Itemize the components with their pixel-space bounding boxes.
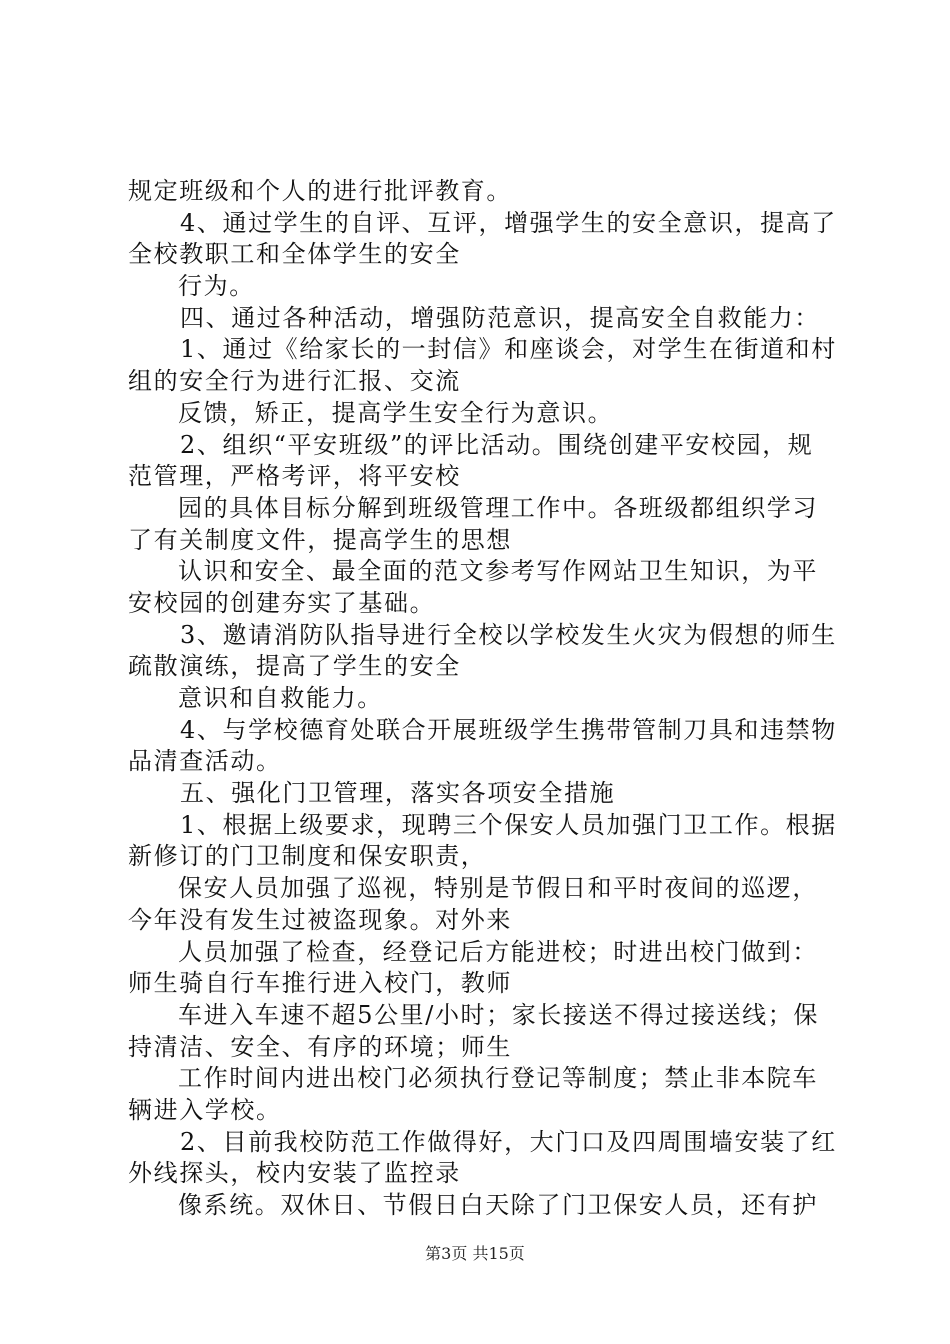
text-line: 保安人员加强了巡视，特别是节假日和平时夜间的巡逻，: [178, 874, 818, 903]
text-line: 2、目前我校防范工作做得好，大门口及四周围墙安装了红: [180, 1127, 837, 1156]
text-line: 1、通过《给家长的一封信》和座谈会，对学生在街道和村: [180, 335, 837, 364]
text-line: 组的安全行为进行汇报、交流: [128, 367, 461, 396]
text-line: 认识和安全、最全面的范文参考写作网站卫生知识，为平: [178, 557, 818, 586]
text-line: 新修订的门卫制度和保安职责，: [128, 842, 487, 871]
text-line: 行为。: [178, 272, 255, 301]
text-line: 工作时间内进出校门必须执行登记等制度；禁止非本院车: [178, 1064, 818, 1093]
page-footer: 第3页 共15页: [425, 1244, 525, 1263]
text-line: 像系统。双休日、节假日白天除了门卫保安人员，还有护: [178, 1191, 818, 1219]
text-line: 3、邀请消防队指导进行全校以学校发生火灾为假想的师生: [180, 620, 837, 649]
text-line: 安校园的创建夯实了基础。: [128, 588, 436, 617]
text-line: 1、根据上级要求，现聘三个保安人员加强门卫工作。根据: [180, 810, 837, 839]
text-line: 品清查活动。: [128, 747, 282, 776]
text-line: 园的具体目标分解到班级管理工作中。各班级都组织学习: [178, 493, 818, 522]
text-line: 车进入车速不超5公里/小时；家长接送不得过接送线；保: [178, 1000, 819, 1029]
text-line: 2、组织“平安班级”的评比活动。围绕创建平安校园，规: [180, 430, 814, 459]
text-line: 疏散演练，提高了学生的安全: [128, 652, 461, 681]
text-line: 4、通过学生的自评、互评，增强学生的安全意识，提高了: [180, 208, 837, 237]
text-line: 今年没有发生过被盗现象。对外来: [128, 905, 512, 934]
text-line: 全校教职工和全体学生的安全: [128, 240, 461, 269]
text-line: 五、强化门卫管理，落实各项安全措施: [180, 779, 616, 808]
document-body: [128, 176, 848, 1222]
text-line: 四、通过各种活动，增强防范意识，提高安全自救能力：: [180, 303, 820, 332]
text-line: 了有关制度文件，提高学生的思想: [128, 525, 512, 554]
text-line: 人员加强了检查，经登记后方能进校；时进出校门做到：: [178, 937, 818, 966]
text-line: 外线探头，校内安装了监控录: [128, 1159, 461, 1188]
text-line: 持清洁、安全、有序的环境；师生: [128, 1032, 512, 1061]
text-line: 范管理，严格考评，将平安校: [128, 462, 461, 491]
text-line: 意识和自救能力。: [178, 684, 383, 712]
text-line: 反馈，矫正，提高学生安全行为意识。: [178, 398, 614, 427]
text-line: 辆进入学校。: [128, 1095, 282, 1124]
text-line: 师生骑自行车推行进入校门，教师: [128, 969, 512, 998]
text-line: 规定班级和个人的进行批评教育。: [128, 177, 512, 205]
text-line: 4、与学校德育处联合开展班级学生携带管制刀具和违禁物: [180, 715, 837, 744]
